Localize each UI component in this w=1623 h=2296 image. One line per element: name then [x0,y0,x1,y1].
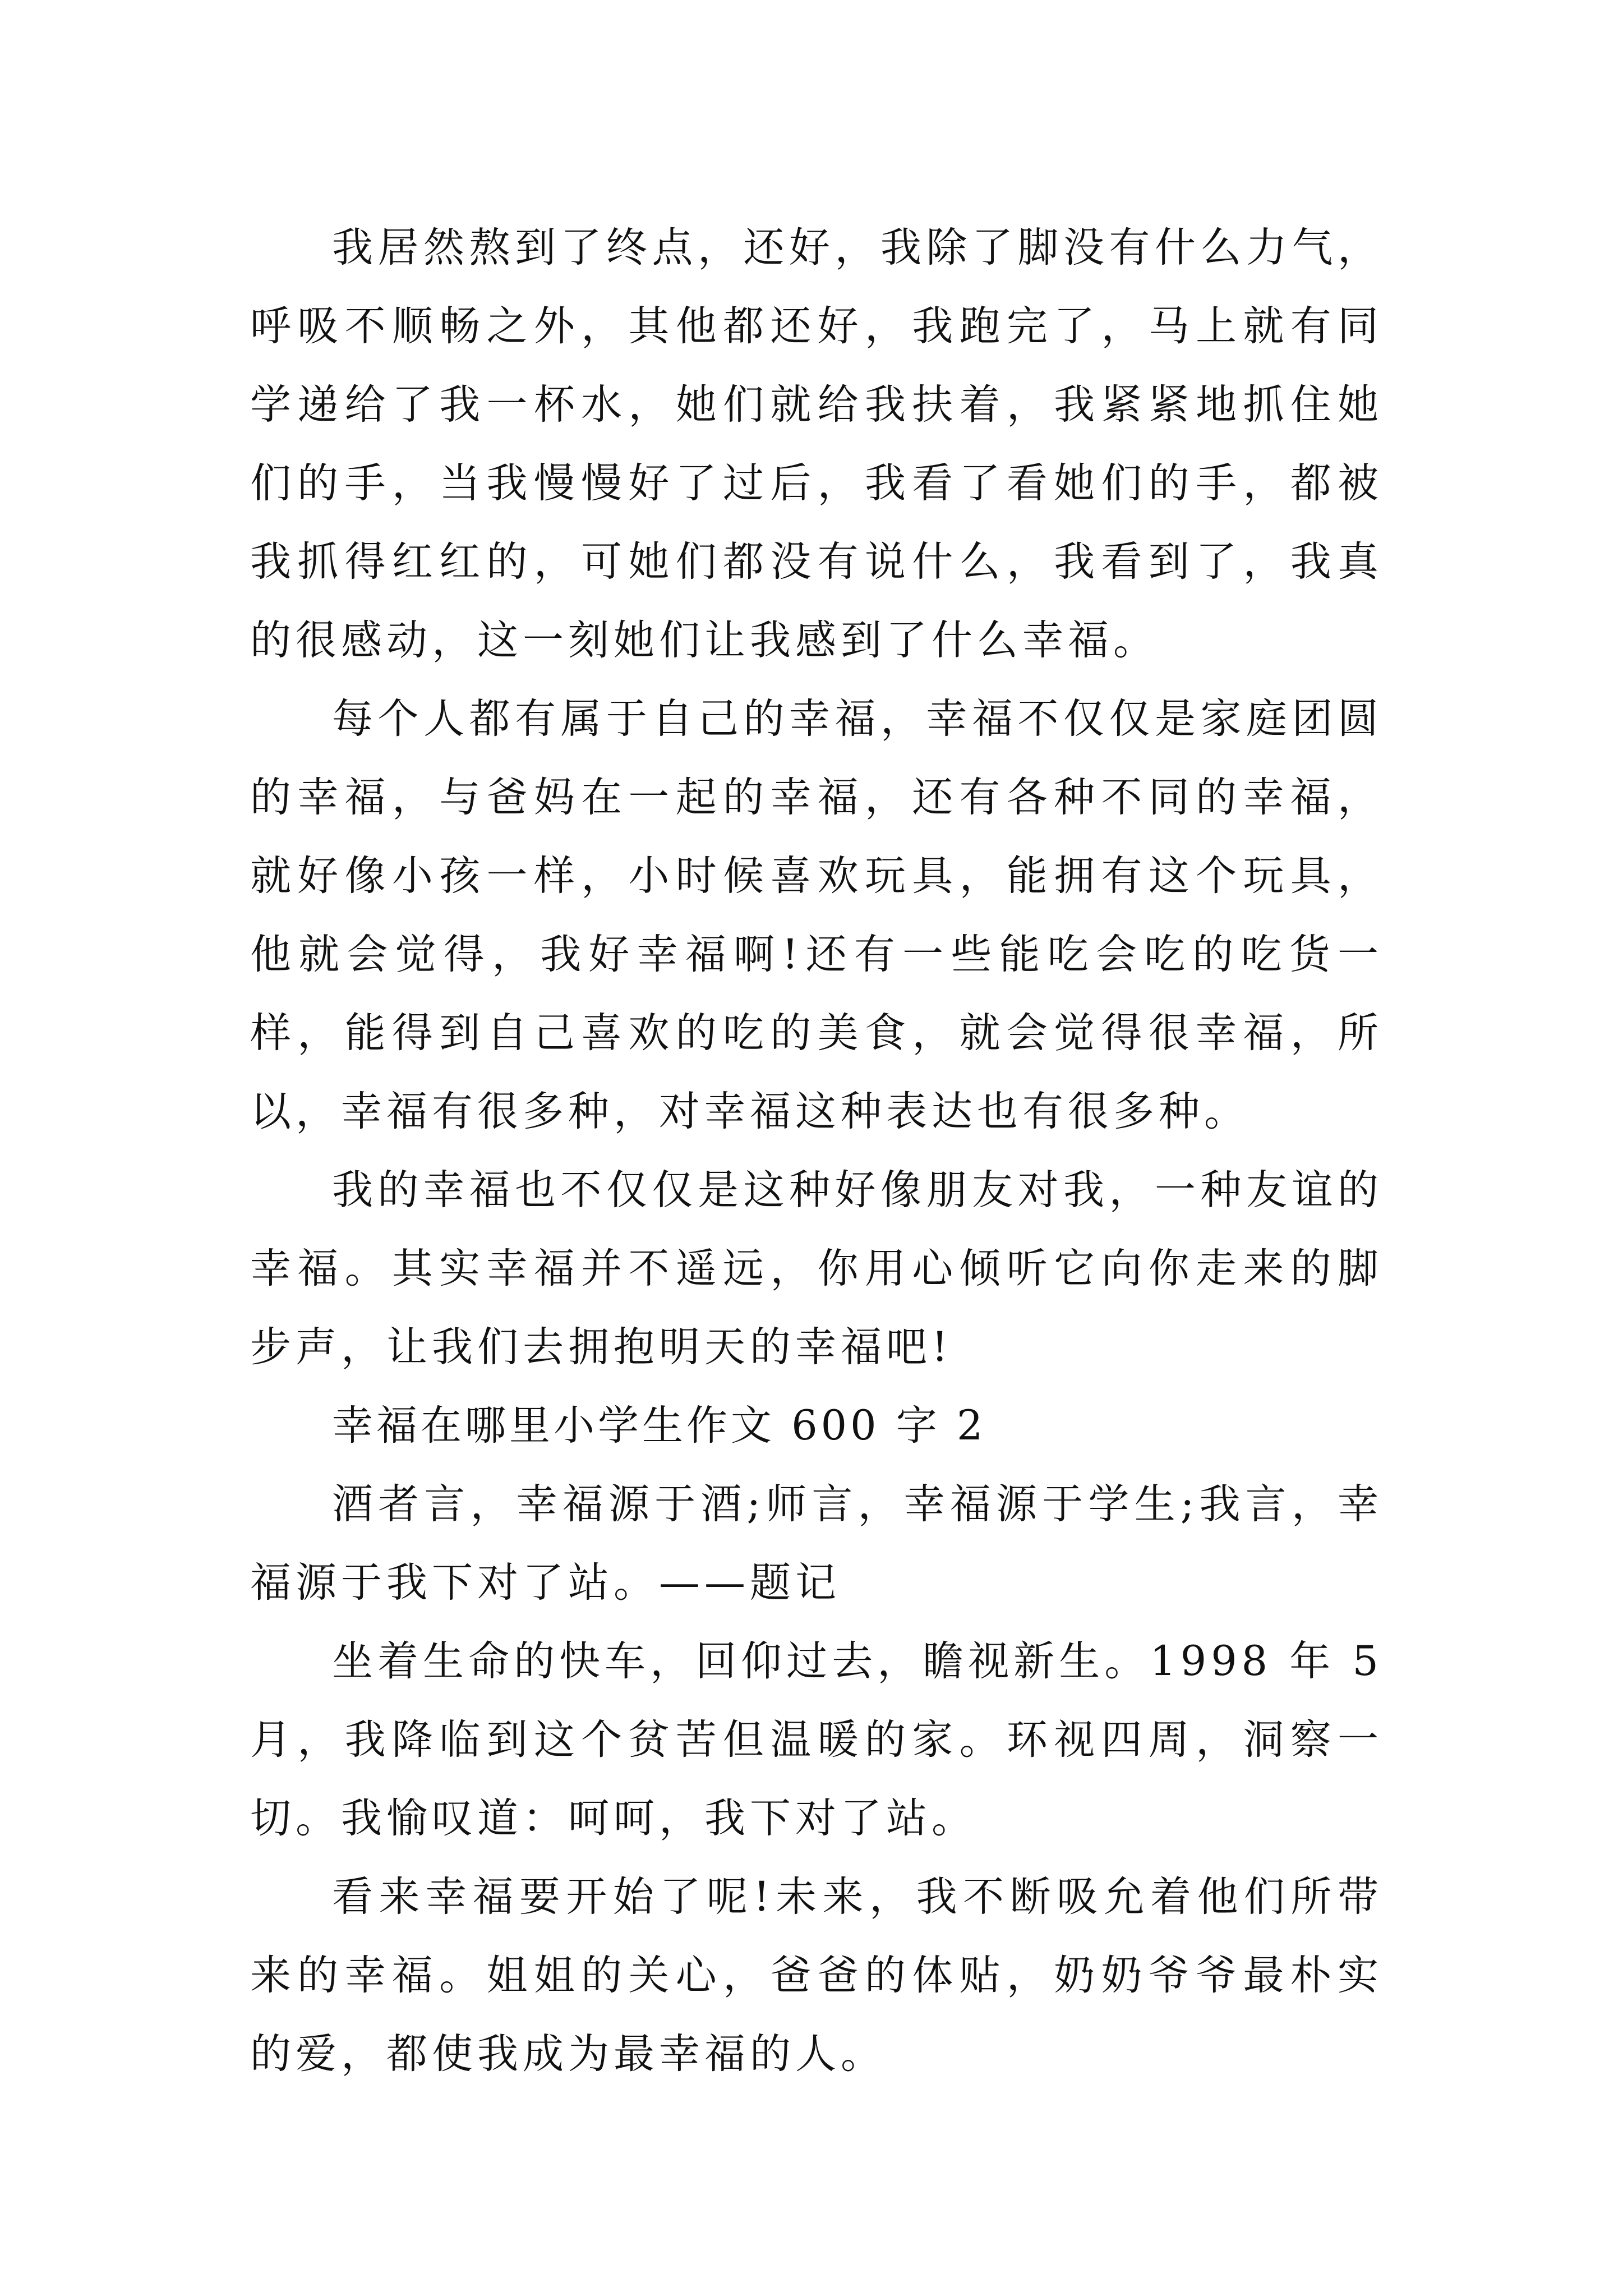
paragraph-1: 我居然熬到了终点，还好，我除了脚没有什么力气，呼吸不顺畅之外，其他都还好，我跑完了，马上就有同学递给了我一杯水，她们就给我扶着，我紧紧地抓住她们的手，当我慢慢好了过后，我看了看她们的手，都被我抓得红红的，可她们都没有说什么，我看到了，我真的很感动，这一刻她们让我感到了什么幸福。 [250,224,1383,664]
document-body [250,209,1383,2093]
paragraph-2: 每个人都有属于自己的幸福，幸福不仅仅是家庭团圆的幸福，与爸妈在一起的幸福，还有各种不同的幸福，就好像小孩一样，小时候喜欢玩具，能拥有这个玩具，他就会觉得，我好幸福啊!还有一些能吃会吃的吃货一样，能得到自己喜欢的吃的美食，就会觉得很幸福，所以，幸福有很多种，对幸福这种表达也有很多种。 [250,695,1383,1135]
paragraph-epigraph: 酒者言，幸福源于酒;师言，幸福源于学生;我言，幸福源于我下对了站。——题记 [250,1480,1383,1607]
paragraph-5: 坐着生命的快车，回仰过去，瞻视新生。1998 年 5 月，我降临到这个贫苦但温暖的家。环视四周，洞察一切。我愉叹道：呵呵，我下对了站。 [250,1637,1383,1842]
paragraph-3: 我的幸福也不仅仅是这种好像朋友对我，一种友谊的幸福。其实幸福并不遥远，你用心倾听它向你走来的脚步声，让我们去拥抱明天的幸福吧! [250,1166,1383,1371]
section-heading: 幸福在哪里小学生作文 600 字 2 [332,1402,986,1450]
paragraph-6: 看来幸福要开始了呢!未来，我不断吸允着他们所带来的幸福。姐姐的关心，爸爸的体贴，奶奶爷爷最朴实的爱，都使我成为最幸福的人。 [250,1873,1383,2078]
